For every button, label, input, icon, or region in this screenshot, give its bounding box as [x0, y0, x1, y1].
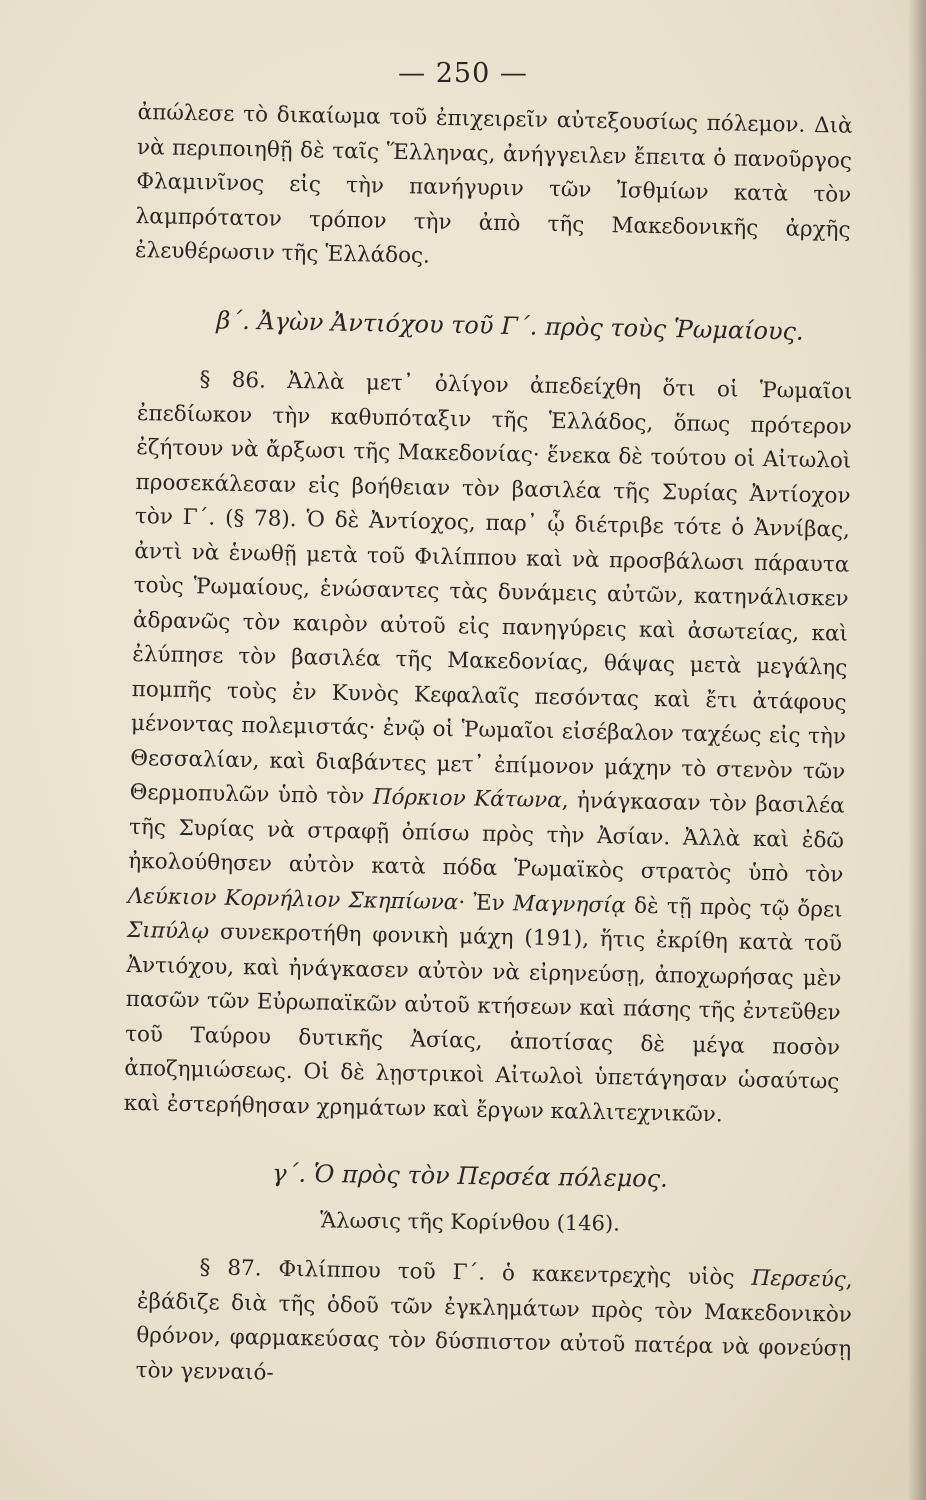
- place-magnesia: Μαγνησίᾳ: [512, 890, 627, 918]
- text-run: , ἐβάδιζε διὰ τῆς ὁδοῦ τῶν ἐγκλημάτων πρὸς τὸν Μακεδονικὸν θρόνον, φαρμακεύσας τὸν δύσπιστον αὐτοῦ πατέρα νὰ φονεύσῃ τὸν γενναιό-: [135, 1267, 853, 1386]
- paragraph-87-text: [135, 1250, 853, 1402]
- paragraph-text: ἀπώλεσε τὸ δικαίωμα τοῦ ἐπιχειρεῖν αὐτεξουσίως πόλεμον. Διὰ νὰ περιποιηθῇ δὲ ταῖς Ἕλληνας, ἀνήγγειλεν ἔπειτα ὁ πανοῦργος Φλαμινῖνος εἰς τὴν πανήγυριν τῶν Ἰσθμίων κατὰ τὸν λαμπρότατον τρόπον τὴν ἀπὸ τῆς Μακεδονικῆς ἀρχῆς ἐλευθέρωσιν τῆς Ἑλλάδος.: [134, 99, 853, 269]
- section-heading-perseus: γ΄. Ὁ πρὸς τὸν Περσέα πόλεμος.: [271, 1159, 669, 1193]
- page-edge-shadow: [908, 0, 926, 1500]
- text-run: · Ἐν: [458, 889, 506, 916]
- paragraph-86: [123, 362, 852, 1135]
- text-run: συνεκροτήθη φονικὴ μάχη (191), ἥτις ἐκρίθη κατὰ τοῦ Ἀντιόχου, καὶ ἠνάγκασεν αὐτὸν νὰ εἰρηνεύσῃ, ἀποχωρήσας μὲν πασῶν τῶν Εὐρωπαϊκῶν αὐτοῦ κτήσεων καὶ πάσης τῆς ἐντεῦθεν τοῦ Ταύρου δυτικῆς Ἀσίας, ἀποτίσας δὲ μέγα ποσὸν ἀποζημιώσεως. Οἱ δὲ λῃστρικοὶ Αἰτωλοὶ ὑπετάγησαν ὡσαύτως καὶ ἐστερήθησαν χρημάτων καὶ ἔργων καλλιτεχνικῶν.: [123, 919, 843, 1127]
- name-porkios: Πόρκιον Κάτωνα: [372, 784, 562, 814]
- text-run: § 87. Φιλίππου τοῦ Γ΄. ὁ κακεντρεχὴς υἱὸς: [199, 1255, 735, 1291]
- place-sipylos: Σιπύλῳ: [126, 917, 210, 945]
- text-run: , ἠνάγκασαν τὸν βασιλέα τῆς Συρίας νὰ στραφῇ ὀπίσω πρὸς τὴν Ἀσίαν. Ἀλλὰ καὶ ἐδῶ ἠκολούθησεν αὐτὸν κατὰ πόδα Ῥωμαϊκὸς στρατὸς ὑπὸ τὸν: [128, 788, 845, 888]
- section-heading-antiochus: β΄. Ἀγὼν Ἀντιόχου τοῦ Γ΄. πρὸς τοὺς Ῥωμαίους.: [216, 306, 804, 346]
- page-number: — 250 —: [398, 58, 528, 89]
- paragraph-87: [135, 1250, 853, 1402]
- paragraph-continuation: [135, 96, 853, 282]
- text-run: δὲ τῇ πρὸς τῷ ὄρει: [633, 893, 843, 923]
- section-subheading-corinth: Ἅλωσις τῆς Κορίνθου (146).: [320, 1208, 620, 1236]
- name-leukios: Λεύκιον Κορνήλιον Σκηπίωνα: [127, 883, 459, 915]
- text-run: § 86. Ἀλλὰ μετ᾽ ὀλίγον ἀπεδείχθη ὅτι οἱ Ῥωμαῖοι ἐπεδίωκον τὴν καθυπόταξιν τῆς Ἑλλάδος, ὅπως πρότερον ἐζήτουν νὰ ἄρξωσι τῆς Μακεδονίας· ἕνεκα δὲ τούτου οἱ Αἰτωλοὶ προσεκάλεσαν εἰς βοήθειαν τὸν βασιλέα τῆς Συρίας Ἀντίοχον τὸν Γ΄. (§ 78). Ὁ δὲ Ἀντίοχος, παρ᾽ ᾧ διέτριβε τότε ὁ Ἀννίβας, ἀντὶ νὰ ἑνωθῇ μετὰ τοῦ Φιλίππου καὶ νὰ προσβάλωσι πάραυτα τοὺς Ῥωμαίους, ἑνώσαντες τὰς δυνάμεις αὐτῶν, κατηνάλισκεν ἀδρανῶς τὸν καιρὸν αὐτοῦ εἰς πανηγύρεις καὶ ἀσωτείας, καὶ ἐλύπησε τὸν βασιλέα τῆς Μακεδονίας, θάψας μετὰ μεγάλης πομπῆς τοὺς ἐν Κυνὸς Κεφαλαῖς πεσόντας καὶ ἔτι ἀτάφους μένοντας πολεμιστάς· ἐνῷ οἱ Ῥωμαῖοι εἰσέβαλον ταχέως εἰς τὴν Θεσσαλίαν, καὶ διαβάντες μετ᾽ ἐπίμονον μάχην τὸ στενὸν τῶν Θερμοπυλῶν ὑπὸ τὸν: [129, 367, 853, 810]
- name-perseus: Περσεύς: [751, 1265, 846, 1293]
- paragraph-86-text: [123, 362, 852, 1135]
